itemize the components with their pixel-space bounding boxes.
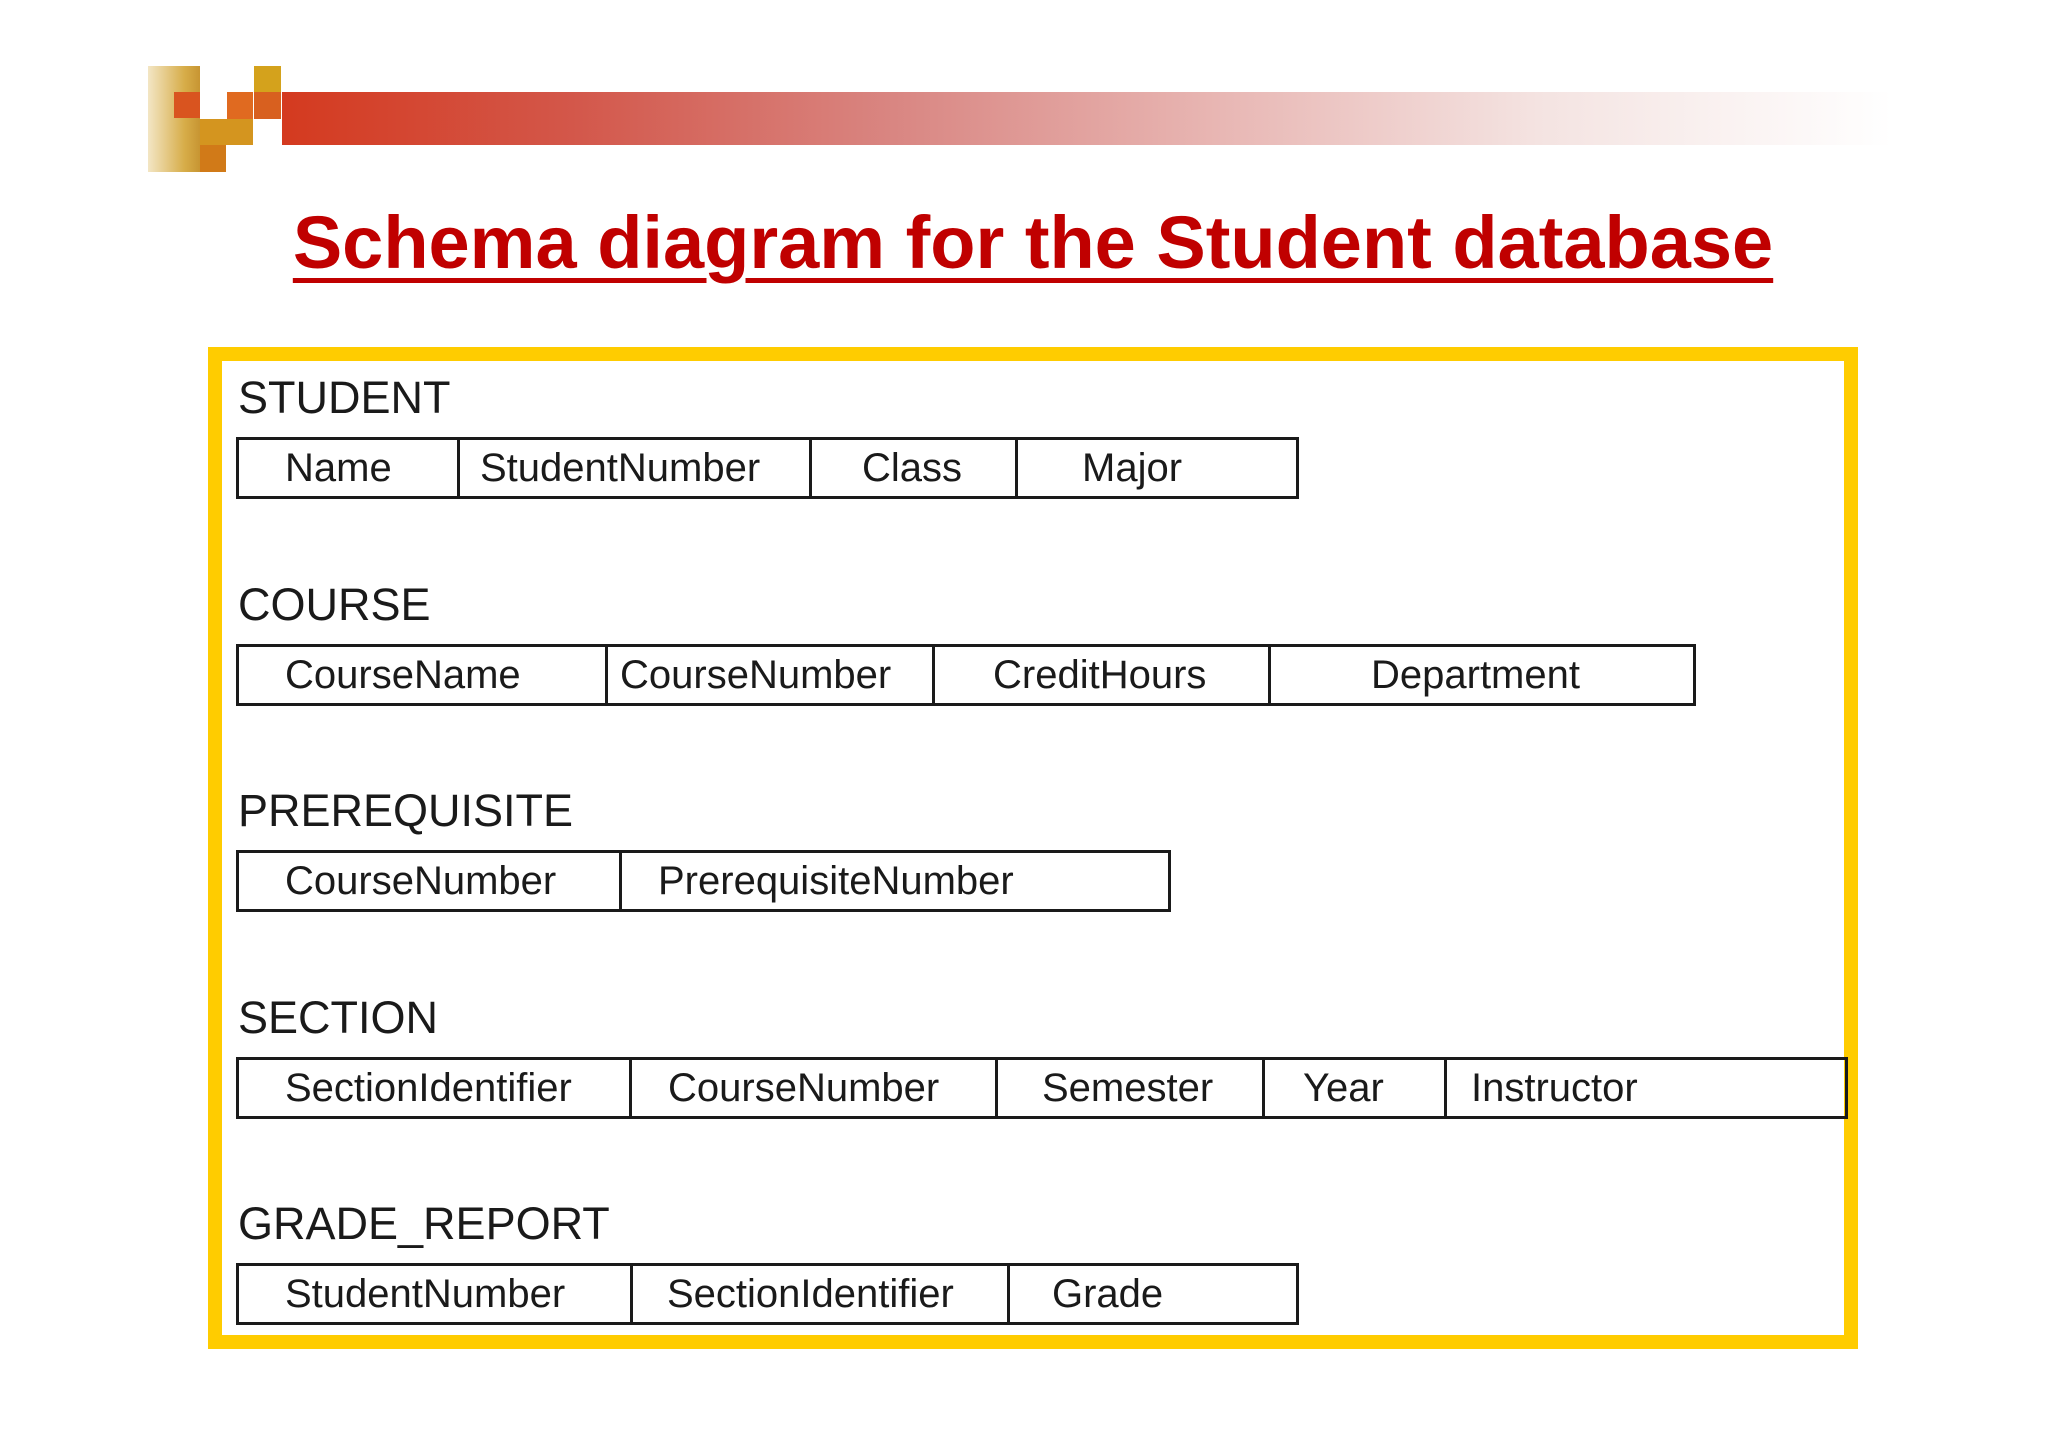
relation-name: GRADE_REPORT	[238, 1198, 610, 1249]
attribute-cell: CreditHours	[935, 647, 1271, 703]
attribute-cell: Department	[1371, 653, 1580, 697]
relation-name: PREREQUISITE	[238, 785, 574, 836]
attribute-cell: SectionIdentifier	[239, 1060, 632, 1116]
attribute-cell: CourseName	[239, 647, 608, 703]
attribute-cell: Grade	[1052, 1272, 1164, 1316]
relation-section	[236, 993, 1848, 1119]
attribute-row	[236, 1057, 1848, 1119]
slide-logo-blocks	[148, 66, 288, 172]
relation-student	[236, 373, 1299, 499]
attribute-row	[236, 644, 1696, 706]
relation-course	[236, 580, 1696, 706]
relation-grade-report	[236, 1199, 1299, 1325]
attribute-row	[236, 437, 1299, 499]
attribute-cell: Name	[239, 440, 460, 496]
relation-prerequisite	[236, 786, 1171, 912]
slide-header-bar	[282, 92, 1892, 145]
relation-name: STUDENT	[238, 372, 451, 423]
page-title: Schema diagram for the Student database	[292, 201, 1774, 284]
attribute-cell: StudentNumber	[460, 440, 812, 496]
attribute-cell: PrerequisiteNumber	[658, 859, 1014, 903]
relation-name: COURSE	[238, 579, 431, 630]
attribute-cell: Instructor	[1471, 1066, 1638, 1110]
attribute-cell: Semester	[998, 1060, 1265, 1116]
attribute-cell: CourseNumber	[632, 1060, 998, 1116]
attribute-cell: CourseNumber	[608, 647, 935, 703]
attribute-cell: CourseNumber	[239, 853, 622, 909]
attribute-row	[236, 850, 1171, 912]
attribute-row	[236, 1263, 1299, 1325]
attribute-cell: Major	[1082, 446, 1183, 490]
attribute-cell: StudentNumber	[239, 1266, 633, 1322]
attribute-cell: SectionIdentifier	[633, 1266, 1010, 1322]
attribute-cell: Class	[812, 440, 1018, 496]
relation-name: SECTION	[238, 992, 439, 1043]
schema-diagram-frame	[208, 347, 1858, 1349]
attribute-cell: Year	[1265, 1060, 1447, 1116]
